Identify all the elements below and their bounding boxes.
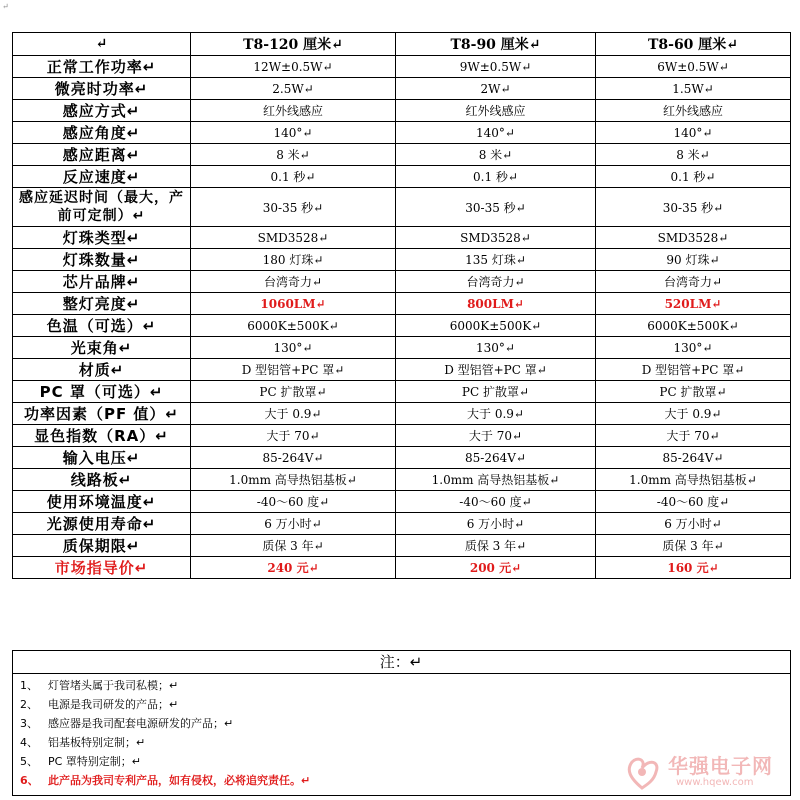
table-row [13, 78, 791, 100]
row-value-cell: 200 元↵ [396, 557, 596, 579]
row-value-cell: -40～60 度↵ [596, 491, 791, 513]
watermark-text: 华强电子网 [668, 754, 773, 778]
row-value-cell: 6 万小时↵ [191, 513, 396, 535]
row-value-cell: 红外线感应 [396, 100, 596, 122]
table-row [13, 56, 791, 78]
note-item [20, 714, 310, 733]
row-label: 光源使用寿命↵ [13, 513, 191, 535]
note-item [20, 752, 310, 771]
row-label: 输入电压↵ [13, 447, 191, 469]
row-value-cell: 90 灯珠↵ [596, 249, 791, 271]
row-value-cell: PC 扩散罩↵ [596, 381, 791, 403]
header-cell-blank: ↵ [13, 33, 191, 56]
row-value-cell: 800LM↵ [396, 293, 596, 315]
row-value-cell: 1060LM↵ [191, 293, 396, 315]
row-label: 灯珠类型↵ [13, 227, 191, 249]
row-label: 感应角度↵ [13, 122, 191, 144]
row-value-cell: D 型铝管+PC 罩↵ [396, 359, 596, 381]
row-label: 光束角↵ [13, 337, 191, 359]
row-label: 市场指导价↵ [13, 557, 191, 579]
table-row [13, 535, 791, 557]
row-value-cell: 台湾奇力↵ [596, 271, 791, 293]
header-cell-t8-90: T8-90 厘米↵ [396, 33, 596, 56]
row-label: 正常工作功率↵ [13, 56, 191, 78]
row-value-cell: 6000K±500K↵ [396, 315, 596, 337]
row-value-cell: 30-35 秒↵ [191, 188, 396, 227]
table-row [13, 447, 791, 469]
row-label: 芯片品牌↵ [13, 271, 191, 293]
row-value-cell: 8 米↵ [396, 144, 596, 166]
row-value-cell: 520LM↵ [596, 293, 791, 315]
row-value-cell: 6000K±500K↵ [596, 315, 791, 337]
note-text: 电源是我司研发的产品；↵ [48, 698, 179, 711]
header-cell-t8-60: T8-60 厘米↵ [596, 33, 791, 56]
note-text: PC 罩特别定制；↵ [48, 755, 142, 768]
row-value-cell: SMD3528↵ [191, 227, 396, 249]
note-number: 5、 [20, 755, 38, 768]
table-row [13, 337, 791, 359]
row-value-cell: 0.1 秒↵ [191, 166, 396, 188]
row-value-cell: SMD3528↵ [396, 227, 596, 249]
row-value-cell: PC 扩散罩↵ [396, 381, 596, 403]
row-value-cell: 2W↵ [396, 78, 596, 100]
row-label: 感应方式↵ [13, 100, 191, 122]
table-row [13, 227, 791, 249]
note-number: 1、 [20, 679, 38, 692]
note-text: 灯管堵头属于我司私模；↵ [48, 679, 179, 692]
table-row [13, 122, 791, 144]
row-value-cell: 质保 3 年↵ [191, 535, 396, 557]
row-value-cell: 9W±0.5W↵ [396, 56, 596, 78]
row-value-cell: 135 灯珠↵ [396, 249, 596, 271]
table-row [13, 166, 791, 188]
table-header-row [13, 33, 791, 56]
table-row [13, 144, 791, 166]
row-value-cell: 30-35 秒↵ [396, 188, 596, 227]
corner-mark: ↵ [2, 2, 9, 11]
note-item [20, 695, 310, 714]
table-row [13, 293, 791, 315]
row-label: 感应延迟时间（最大，产前可定制）↵ [13, 188, 191, 227]
row-value-cell: 红外线感应 [191, 100, 396, 122]
row-value-cell: 85-264V↵ [596, 447, 791, 469]
notes-title: 注：↵ [12, 650, 790, 674]
row-label: 微亮时功率↵ [13, 78, 191, 100]
row-value-cell: 红外线感应 [596, 100, 791, 122]
row-value-cell: D 型铝管+PC 罩↵ [191, 359, 396, 381]
row-label: 反应速度↵ [13, 166, 191, 188]
row-value-cell: 140°↵ [396, 122, 596, 144]
table-row [13, 469, 791, 491]
row-value-cell: 大于 0.9↵ [396, 403, 596, 425]
watermark-url: www.hqew.com [676, 777, 754, 788]
row-label: 整灯亮度↵ [13, 293, 191, 315]
note-item [20, 676, 310, 695]
row-value-cell: 6 万小时↵ [396, 513, 596, 535]
spec-table [12, 32, 791, 579]
notes-list [20, 676, 310, 790]
header-cell-t8-120: T8-120 厘米↵ [191, 33, 396, 56]
row-value-cell: 30-35 秒↵ [596, 188, 791, 227]
row-value-cell: 台湾奇力↵ [191, 271, 396, 293]
table-row [13, 557, 791, 579]
note-number: 2、 [20, 698, 38, 711]
row-value-cell: 6W±0.5W↵ [596, 56, 791, 78]
row-value-cell: -40～60 度↵ [396, 491, 596, 513]
table-row [13, 188, 791, 227]
row-value-cell: PC 扩散罩↵ [191, 381, 396, 403]
row-value-cell: 0.1 秒↵ [396, 166, 596, 188]
note-text: 铝基板特别定制；↵ [48, 736, 146, 749]
row-value-cell: 140°↵ [596, 122, 791, 144]
row-value-cell: 12W±0.5W↵ [191, 56, 396, 78]
row-label: 线路板↵ [13, 469, 191, 491]
table-row [13, 513, 791, 535]
note-number: 3、 [20, 717, 38, 730]
note-item [20, 733, 310, 752]
table-row [13, 271, 791, 293]
note-text: 此产品为我司专利产品，如有侵权，必将追究责任。↵ [48, 774, 311, 787]
row-value-cell: 质保 3 年↵ [596, 535, 791, 557]
row-label: 功率因素（PF 值）↵ [13, 403, 191, 425]
note-number: 4、 [20, 736, 38, 749]
row-value-cell: 1.5W↵ [596, 78, 791, 100]
note-item [20, 771, 310, 790]
row-value-cell: 130°↵ [596, 337, 791, 359]
note-text: 感应器是我司配套电源研发的产品；↵ [48, 717, 234, 730]
table-row [13, 100, 791, 122]
table-row [13, 403, 791, 425]
row-value-cell: 130°↵ [396, 337, 596, 359]
row-value-cell: 2.5W↵ [191, 78, 396, 100]
row-value-cell: 大于 0.9↵ [191, 403, 396, 425]
row-value-cell: 台湾奇力↵ [396, 271, 596, 293]
row-value-cell: 质保 3 年↵ [396, 535, 596, 557]
row-value-cell: 6 万小时↵ [596, 513, 791, 535]
row-value-cell: 1.0mm 高导热铝基板↵ [596, 469, 791, 491]
row-value-cell: 160 元↵ [596, 557, 791, 579]
row-label: 显色指数（RA）↵ [13, 425, 191, 447]
table-row [13, 491, 791, 513]
row-label: PC 罩（可选）↵ [13, 381, 191, 403]
row-value-cell: 大于 70↵ [396, 425, 596, 447]
row-value-cell: 6000K±500K↵ [191, 315, 396, 337]
row-value-cell: 大于 70↵ [191, 425, 396, 447]
table-row [13, 249, 791, 271]
table-row [13, 359, 791, 381]
row-value-cell: 8 米↵ [596, 144, 791, 166]
row-value-cell: 0.1 秒↵ [596, 166, 791, 188]
row-value-cell: 1.0mm 高导热铝基板↵ [396, 469, 596, 491]
row-value-cell: 1.0mm 高导热铝基板↵ [191, 469, 396, 491]
table-row [13, 381, 791, 403]
row-label: 感应距离↵ [13, 144, 191, 166]
row-value-cell: 180 灯珠↵ [191, 249, 396, 271]
row-value-cell: 85-264V↵ [396, 447, 596, 469]
row-value-cell: -40～60 度↵ [191, 491, 396, 513]
row-value-cell: 大于 0.9↵ [596, 403, 791, 425]
row-label: 质保期限↵ [13, 535, 191, 557]
row-value-cell: 85-264V↵ [191, 447, 396, 469]
table-row [13, 315, 791, 337]
note-number: 6、 [20, 774, 39, 787]
row-value-cell: 140°↵ [191, 122, 396, 144]
row-value-cell: SMD3528↵ [596, 227, 791, 249]
row-label: 材质↵ [13, 359, 191, 381]
row-value-cell: 8 米↵ [191, 144, 396, 166]
row-label: 使用环境温度↵ [13, 491, 191, 513]
table-row [13, 425, 791, 447]
row-label: 色温（可选）↵ [13, 315, 191, 337]
row-value-cell: 大于 70↵ [596, 425, 791, 447]
row-value-cell: 130°↵ [191, 337, 396, 359]
row-value-cell: D 型铝管+PC 罩↵ [596, 359, 791, 381]
row-value-cell: 240 元↵ [191, 557, 396, 579]
row-label: 灯珠数量↵ [13, 249, 191, 271]
